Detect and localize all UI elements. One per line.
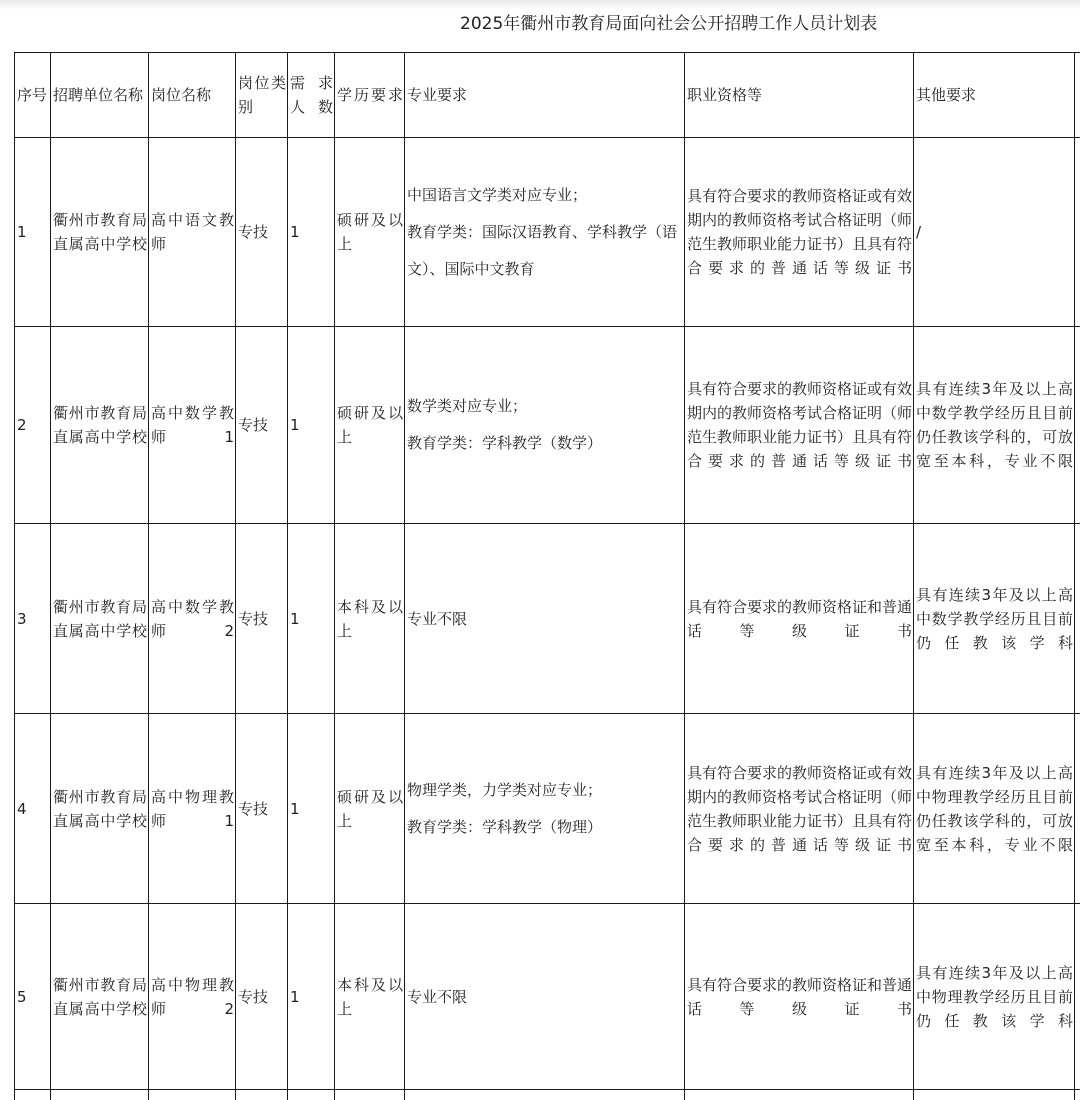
cell-cut <box>1075 327 1080 524</box>
cell-post: 高中物理教师2 <box>149 904 236 1090</box>
table-row <box>15 714 1080 904</box>
major-line: 教育学类：学科教学（物理） <box>407 817 603 836</box>
cell-unit: 衢州市教育局直属高中学校 <box>51 714 149 904</box>
table-row <box>15 327 1080 524</box>
table-header-row <box>15 53 1080 138</box>
cell-count: 1 <box>288 904 335 1090</box>
cell-major <box>405 904 685 1090</box>
cell-major <box>405 524 685 714</box>
table-row-partial <box>15 1090 1080 1100</box>
cell-cut <box>1075 524 1080 714</box>
cell-category: 专技 <box>236 327 288 524</box>
table-row <box>15 904 1080 1090</box>
major-line: 专业不限 <box>407 609 468 628</box>
recruitment-plan-table <box>14 52 1080 1100</box>
cell-count: 1 <box>288 524 335 714</box>
cell-major <box>405 327 685 524</box>
cell-category: 专技 <box>236 904 288 1090</box>
header-count: 需求人数 <box>288 53 335 138</box>
cell-other: 具有连续3年及以上高中数学教学经历且目前仍任教该学科 <box>914 524 1075 714</box>
header-qualification: 职业资格等 <box>685 53 914 138</box>
table-row <box>15 524 1080 714</box>
cell-empty <box>15 1090 51 1100</box>
cell-empty <box>288 1090 335 1100</box>
cell-major <box>405 138 685 327</box>
cell-unit: 衢州市教育局直属高中学校 <box>51 327 149 524</box>
cell-education: 本科及以上 <box>335 904 405 1090</box>
cell-post: 高中物理教师1 <box>149 714 236 904</box>
cell-other: 具有连续3年及以上高中物理教学经历且目前仍任教该学科的，可放宽至本科，专业不限 <box>914 714 1075 904</box>
cell-empty <box>405 1090 685 1100</box>
cell-no: 4 <box>15 714 51 904</box>
cell-unit: 衢州市教育局直属高中学校 <box>51 138 149 327</box>
cell-empty <box>685 1090 914 1100</box>
major-line: 专业不限 <box>407 987 468 1006</box>
cell-empty <box>335 1090 405 1100</box>
cell-category: 专技 <box>236 138 288 327</box>
cell-education: 硕研及以上 <box>335 138 405 327</box>
cell-count: 1 <box>288 138 335 327</box>
page-top-shadow <box>0 0 1080 10</box>
cell-empty <box>236 1090 288 1100</box>
cell-education: 硕研及以上 <box>335 714 405 904</box>
header-education: 学历要求 <box>335 53 405 138</box>
cell-no: 5 <box>15 904 51 1090</box>
cell-count: 1 <box>288 714 335 904</box>
cell-empty <box>149 1090 236 1100</box>
cell-qualification: 具有符合要求的教师资格证或有效期内的教师资格考试合格证明（师范生教师职业能力证书）且具有符合要求的普通话等级证书 <box>685 327 914 524</box>
header-no: 序号 <box>15 53 51 138</box>
header-other: 其他要求 <box>914 53 1075 138</box>
document-title: 2025年衢州市教育局面向社会公开招聘工作人员计划表 <box>460 14 878 34</box>
cell-unit: 衢州市教育局直属高中学校 <box>51 904 149 1090</box>
header-major: 专业要求 <box>405 53 685 138</box>
cell-count: 1 <box>288 327 335 524</box>
header-cut-column <box>1075 53 1080 138</box>
cell-cut <box>1075 714 1080 904</box>
major-line: 数学类对应专业； <box>407 397 528 415</box>
cell-category: 专技 <box>236 714 288 904</box>
cell-qualification: 具有符合要求的教师资格证和普通话等级证书 <box>685 524 914 714</box>
cell-empty <box>1075 1090 1080 1100</box>
major-line: 物理学类，力学类对应专业； <box>407 780 603 799</box>
header-unit: 招聘单位名称 <box>51 53 149 138</box>
cell-post: 高中数学教师2 <box>149 524 236 714</box>
cell-education: 本科及以上 <box>335 524 405 714</box>
cell-qualification: 具有符合要求的教师资格证或有效期内的教师资格考试合格证明（师范生教师职业能力证书）且具有符合要求的普通话等级证书 <box>685 714 914 904</box>
cell-education: 硕研及以上 <box>335 327 405 524</box>
major-line: 教育学类：学科教学（数学） <box>407 434 603 452</box>
cell-qualification: 具有符合要求的教师资格证或有效期内的教师资格考试合格证明（师范生教师职业能力证书）且具有符合要求的普通话等级证书 <box>685 138 914 327</box>
cell-no: 2 <box>15 327 51 524</box>
cell-other: / <box>914 138 1075 327</box>
header-post: 岗位名称 <box>149 53 236 138</box>
cell-post: 高中数学教师1 <box>149 327 236 524</box>
cell-other: 具有连续3年及以上高中物理教学经历且目前仍任教该学科 <box>914 904 1075 1090</box>
major-line: 中国语言文学类对应专业； <box>407 185 588 204</box>
cell-post: 高中语文教师 <box>149 138 236 327</box>
cell-no: 3 <box>15 524 51 714</box>
cell-other: 具有连续3年及以上高中数学教学经历且目前仍任教该学科的，可放宽至本科，专业不限 <box>914 327 1075 524</box>
cell-unit: 衢州市教育局直属高中学校 <box>51 524 149 714</box>
header-category: 岗位类别 <box>236 53 288 138</box>
cell-qualification: 具有符合要求的教师资格证和普通话等级证书 <box>685 904 914 1090</box>
cell-empty <box>914 1090 1075 1100</box>
cell-cut <box>1075 138 1080 327</box>
cell-empty <box>51 1090 149 1100</box>
cell-major <box>405 714 685 904</box>
cell-cut <box>1075 904 1080 1090</box>
table-row <box>15 138 1080 327</box>
cell-no: 1 <box>15 138 51 327</box>
major-line: 教育学类：国际汉语教育、学科教学（语文）、国际中文教育 <box>407 222 678 278</box>
cell-category: 专技 <box>236 524 288 714</box>
